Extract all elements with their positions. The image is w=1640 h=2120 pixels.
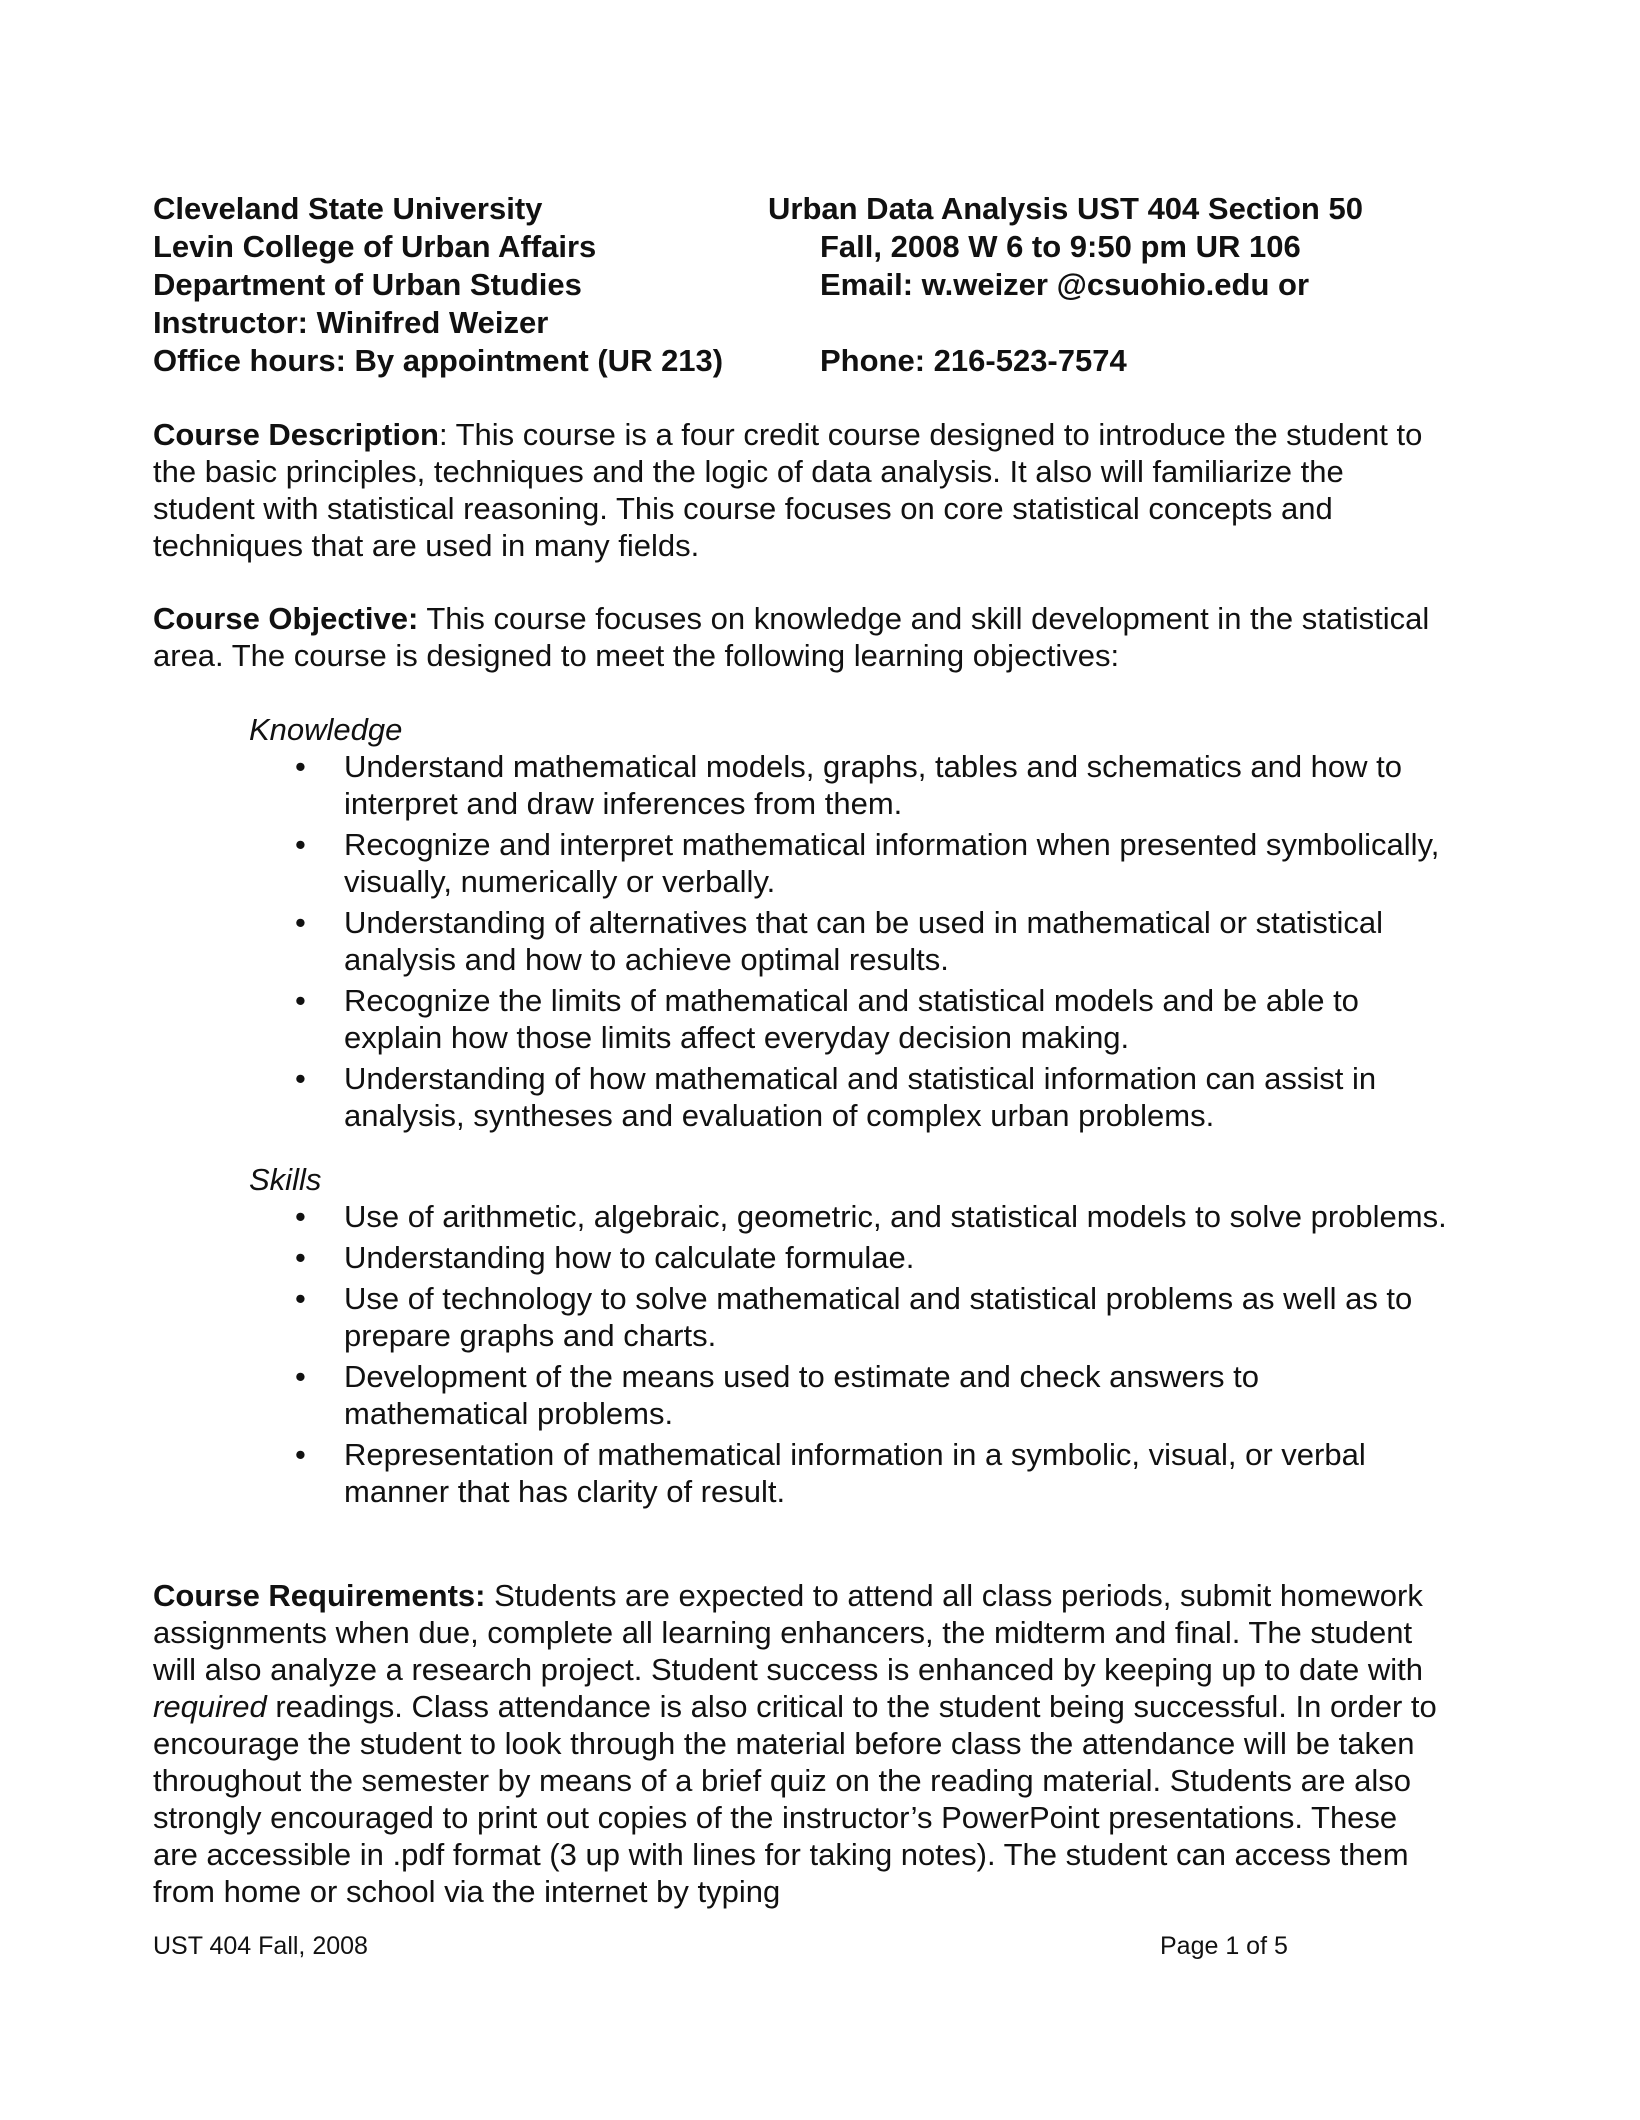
list-item-text: Representation of mathematical information in a symbolic, visual, or verbal manner that has clarity of result. <box>344 1437 1366 1509</box>
knowledge-heading: Knowledge <box>249 712 403 747</box>
required-emphasis: required <box>153 1689 267 1724</box>
footer-course: UST 404 Fall, 2008 <box>153 1932 368 1960</box>
course-schedule: Fall, 2008 W 6 to 9:50 pm UR 106 <box>820 229 1301 264</box>
header-row <box>153 190 1413 228</box>
knowledge-list <box>291 748 1451 1138</box>
bullet-icon: • <box>295 749 306 784</box>
college-name: Levin College of Urban Affairs <box>153 229 597 264</box>
bullet-icon: • <box>295 1359 306 1394</box>
course-requirements <box>153 1577 1448 1910</box>
header-row <box>153 266 1413 304</box>
list-item-text: Understand mathematical models, graphs, tables and schematics and how to interpret and draw inferences from them. <box>344 749 1403 821</box>
instructor-name: Instructor: Winifred Weizer <box>153 305 549 340</box>
list-item <box>291 826 1451 900</box>
header-row <box>153 228 1413 266</box>
list-item-text: Understanding how to calculate formulae. <box>344 1240 915 1275</box>
list-item-text: Recognize the limits of mathematical and statistical models and be able to explain how those limits affect everyday decision making. <box>344 983 1359 1055</box>
bullet-icon: • <box>295 827 306 862</box>
skills-heading: Skills <box>249 1162 322 1197</box>
bullet-icon: • <box>295 983 306 1018</box>
course-objective-text: This course focuses on knowledge and skill development in the statistical area. The course is designed to meet the following learning objectives: <box>153 601 1430 673</box>
course-title: Urban Data Analysis UST 404 Section 50 <box>768 191 1363 226</box>
course-objective <box>153 600 1448 674</box>
list-item <box>291 1358 1451 1432</box>
bullet-icon: • <box>295 1437 306 1472</box>
bullet-icon: • <box>295 1061 306 1096</box>
course-description-label: Course Description <box>153 417 439 452</box>
list-item-text: Use of arithmetic, algebraic, geometric, and statistical models to solve problems. <box>344 1199 1447 1234</box>
course-objective-label: Course Objective: <box>153 601 419 636</box>
bullet-icon: • <box>295 1199 306 1234</box>
course-requirements-text-continued: readings. Class attendance is also critical to the student being successful. In order to encourage the student to look through the material before class the attendance will be taken throughout the semester by means of a brief quiz on the reading material. Students are also strongly encouraged to print out copies of the instructor’s PowerPoint presentations. These are accessible in .pdf format (3 up with lines for taking notes). The student can access them from home or school via the internet by typing <box>153 1689 1437 1909</box>
list-item-text: Understanding of alternatives that can be used in mathematical or statistical analysis and how to achieve optimal results. <box>344 905 1384 977</box>
header-row <box>153 304 1413 342</box>
header-row <box>153 342 1413 380</box>
instructor-phone: Phone: 216-523-7574 <box>820 343 1127 378</box>
list-item-text: Use of technology to solve mathematical and statistical problems as well as to prepare graphs and charts. <box>344 1281 1413 1353</box>
syllabus-header <box>153 190 1413 380</box>
bullet-icon: • <box>295 1240 306 1275</box>
page-number: Page 1 of 5 <box>1160 1932 1288 1960</box>
list-item <box>291 1436 1451 1510</box>
list-item <box>291 982 1451 1056</box>
list-item-text: Development of the means used to estimate and check answers to mathematical problems. <box>344 1359 1259 1431</box>
university-name: Cleveland State University <box>153 191 543 226</box>
course-description <box>153 416 1448 564</box>
list-item <box>291 1060 1451 1134</box>
list-item <box>291 1280 1451 1354</box>
department-name: Department of Urban Studies <box>153 267 582 302</box>
office-hours: Office hours: By appointment (UR 213) <box>153 343 724 378</box>
instructor-email: Email: w.weizer @csuohio.edu or <box>820 267 1310 302</box>
course-requirements-text: Students are expected to attend all class periods, submit homework assignments when due, complete all learning enhancers, the midterm and final. The student will also analyze a research project. Student success is enhanced by keeping up to date with <box>153 1578 1424 1687</box>
list-item <box>291 904 1451 978</box>
list-item-text: Recognize and interpret mathematical information when presented symbolically, visually, numerically or verbally. <box>344 827 1440 899</box>
course-description-text: : This course is a four credit course designed to introduce the student to the basic principles, techniques and the logic of data analysis. It also will familiarize the student with statistical reasoning. This course focuses on core statistical concepts and techniques that are used in many fields. <box>153 417 1423 563</box>
list-item <box>291 1239 1451 1276</box>
bullet-icon: • <box>295 905 306 940</box>
bullet-icon: • <box>295 1281 306 1316</box>
course-requirements-label: Course Requirements: <box>153 1578 486 1613</box>
skills-list <box>291 1198 1451 1514</box>
list-item <box>291 748 1451 822</box>
list-item <box>291 1198 1451 1235</box>
list-item-text: Understanding of how mathematical and statistical information can assist in analysis, syntheses and evaluation of complex urban problems. <box>344 1061 1377 1133</box>
